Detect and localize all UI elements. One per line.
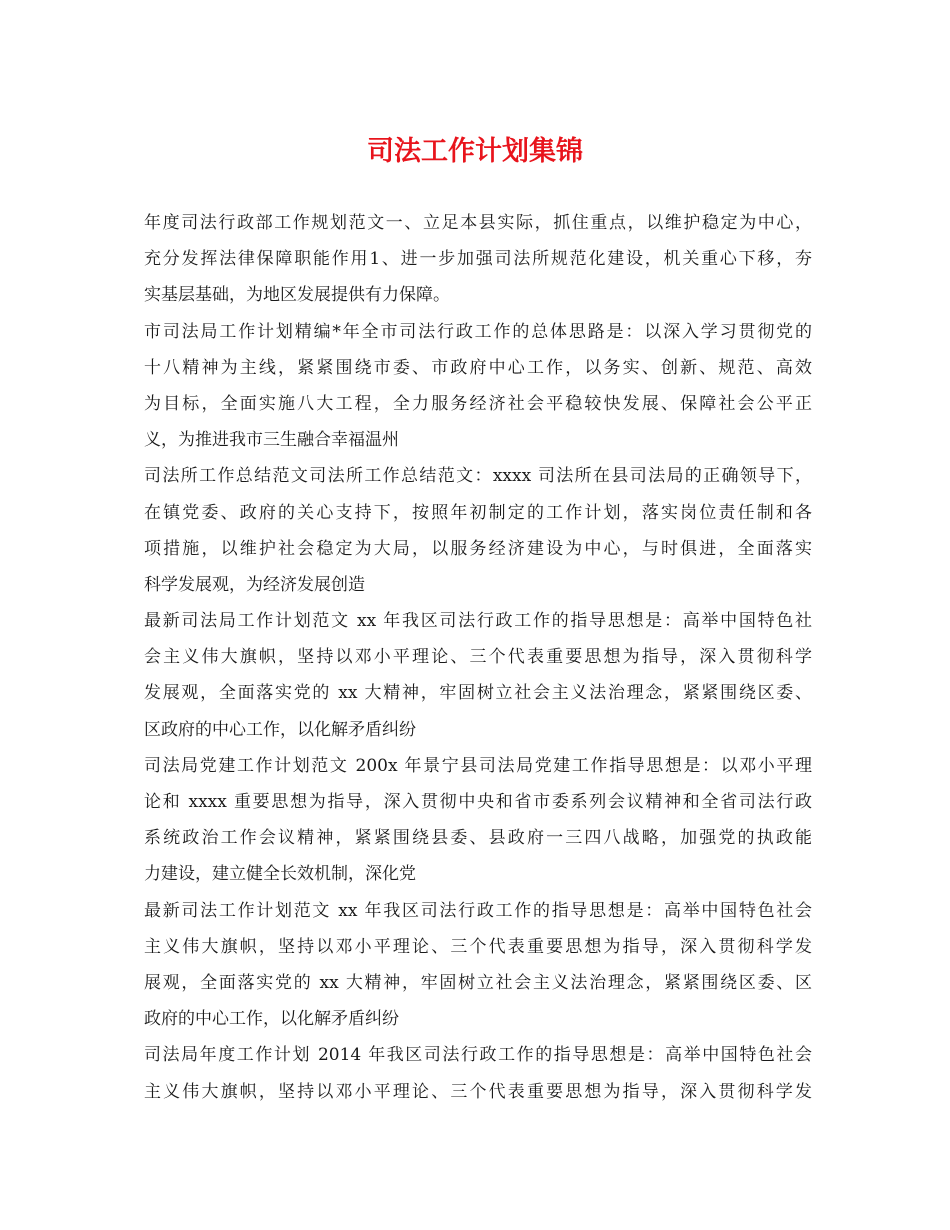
text-line: 论和 xxxx 重要思想为指导，深入贯彻中央和省市委系列会议精神和全省司法行政 xyxy=(144,792,812,812)
text-line: 在镇党委、政府的关心支持下，按照年初制定的工作计划，落实岗位责任制和各 xyxy=(144,502,812,523)
text-line: 充分发挥法律保障职能作用1、进一步加强司法所规范化建设，机关重心下移，夯 xyxy=(144,249,812,270)
text-line: 义，为推进我市三生融合幸福温州 xyxy=(144,430,399,451)
document-title: 司法工作计划集锦 xyxy=(367,136,583,167)
text-line: 司法局年度工作计划 2014 年我区司法行政工作的指导思想是：高举中国特色社会 xyxy=(144,1045,812,1066)
text-line: 会主义伟大旗帜，坚持以邓小平理论、三个代表重要思想为指导，深入贯彻科学 xyxy=(144,647,812,668)
text-line: 最新司法局工作计划范文 xx 年我区司法行政工作的指导思想是：高举中国特色社 xyxy=(144,611,812,632)
text-line: 力建设，建立健全长效机制，深化党 xyxy=(144,864,416,885)
text-line: 实基层基础，为地区发展提供有力保障。 xyxy=(144,285,450,306)
text-line: 主义伟大旗帜，坚持以邓小平理论、三个代表重要思想为指导，深入贯彻科学发 xyxy=(144,1081,812,1102)
text-line: 主义伟大旗帜，坚持以邓小平理论、三个代表重要思想为指导，深入贯彻科学发 xyxy=(144,936,812,957)
text-line: 年度司法行政部工作规划范文一、立足本县实际，抓住重点，以维护稳定为中心， xyxy=(144,213,812,233)
text-line: 系统政治工作会议精神，紧紧围绕县委、县政府一三四八战略，加强党的执政能 xyxy=(144,828,812,849)
text-line: 为目标，全面实施八大工程，全力服务经济社会平稳较快发展、保障社会公平正 xyxy=(144,393,812,414)
text-line: 司法局党建工作计划范文 200x 年景宁县司法局党建工作指导思想是：以邓小平理 xyxy=(144,755,812,776)
text-line: 科学发展观，为经济发展创造 xyxy=(144,574,365,595)
text-line: 政府的中心工作，以化解矛盾纠纷 xyxy=(144,1009,399,1030)
document-body xyxy=(144,205,812,1110)
text-line: 市司法局工作计划精编*年全市司法行政工作的总体思路是：以深入学习贯彻党的 xyxy=(144,321,812,342)
text-line: 发展观，全面落实党的 xx 大精神，牢固树立社会主义法治理念，紧紧围绕区委、 xyxy=(144,683,812,704)
text-line: 项措施，以维护社会稳定为大局，以服务经济建设为中心，与时俱进，全面落实 xyxy=(144,538,812,559)
text-line: 区政府的中心工作，以化解矛盾纠纷 xyxy=(144,719,416,740)
text-line: 司法所工作总结范文司法所工作总结范文：xxxx 司法所在县司法局的正确领导下， xyxy=(144,466,812,487)
text-line: 展观，全面落实党的 xx 大精神，牢固树立社会主义法治理念，紧紧围绕区委、区 xyxy=(144,972,812,993)
text-line: 十八精神为主线，紧紧围绕市委、市政府中心工作，以务实、创新、规范、高效 xyxy=(144,357,812,378)
text-line: 最新司法工作计划范文 xx 年我区司法行政工作的指导思想是：高举中国特色社会 xyxy=(144,900,812,921)
